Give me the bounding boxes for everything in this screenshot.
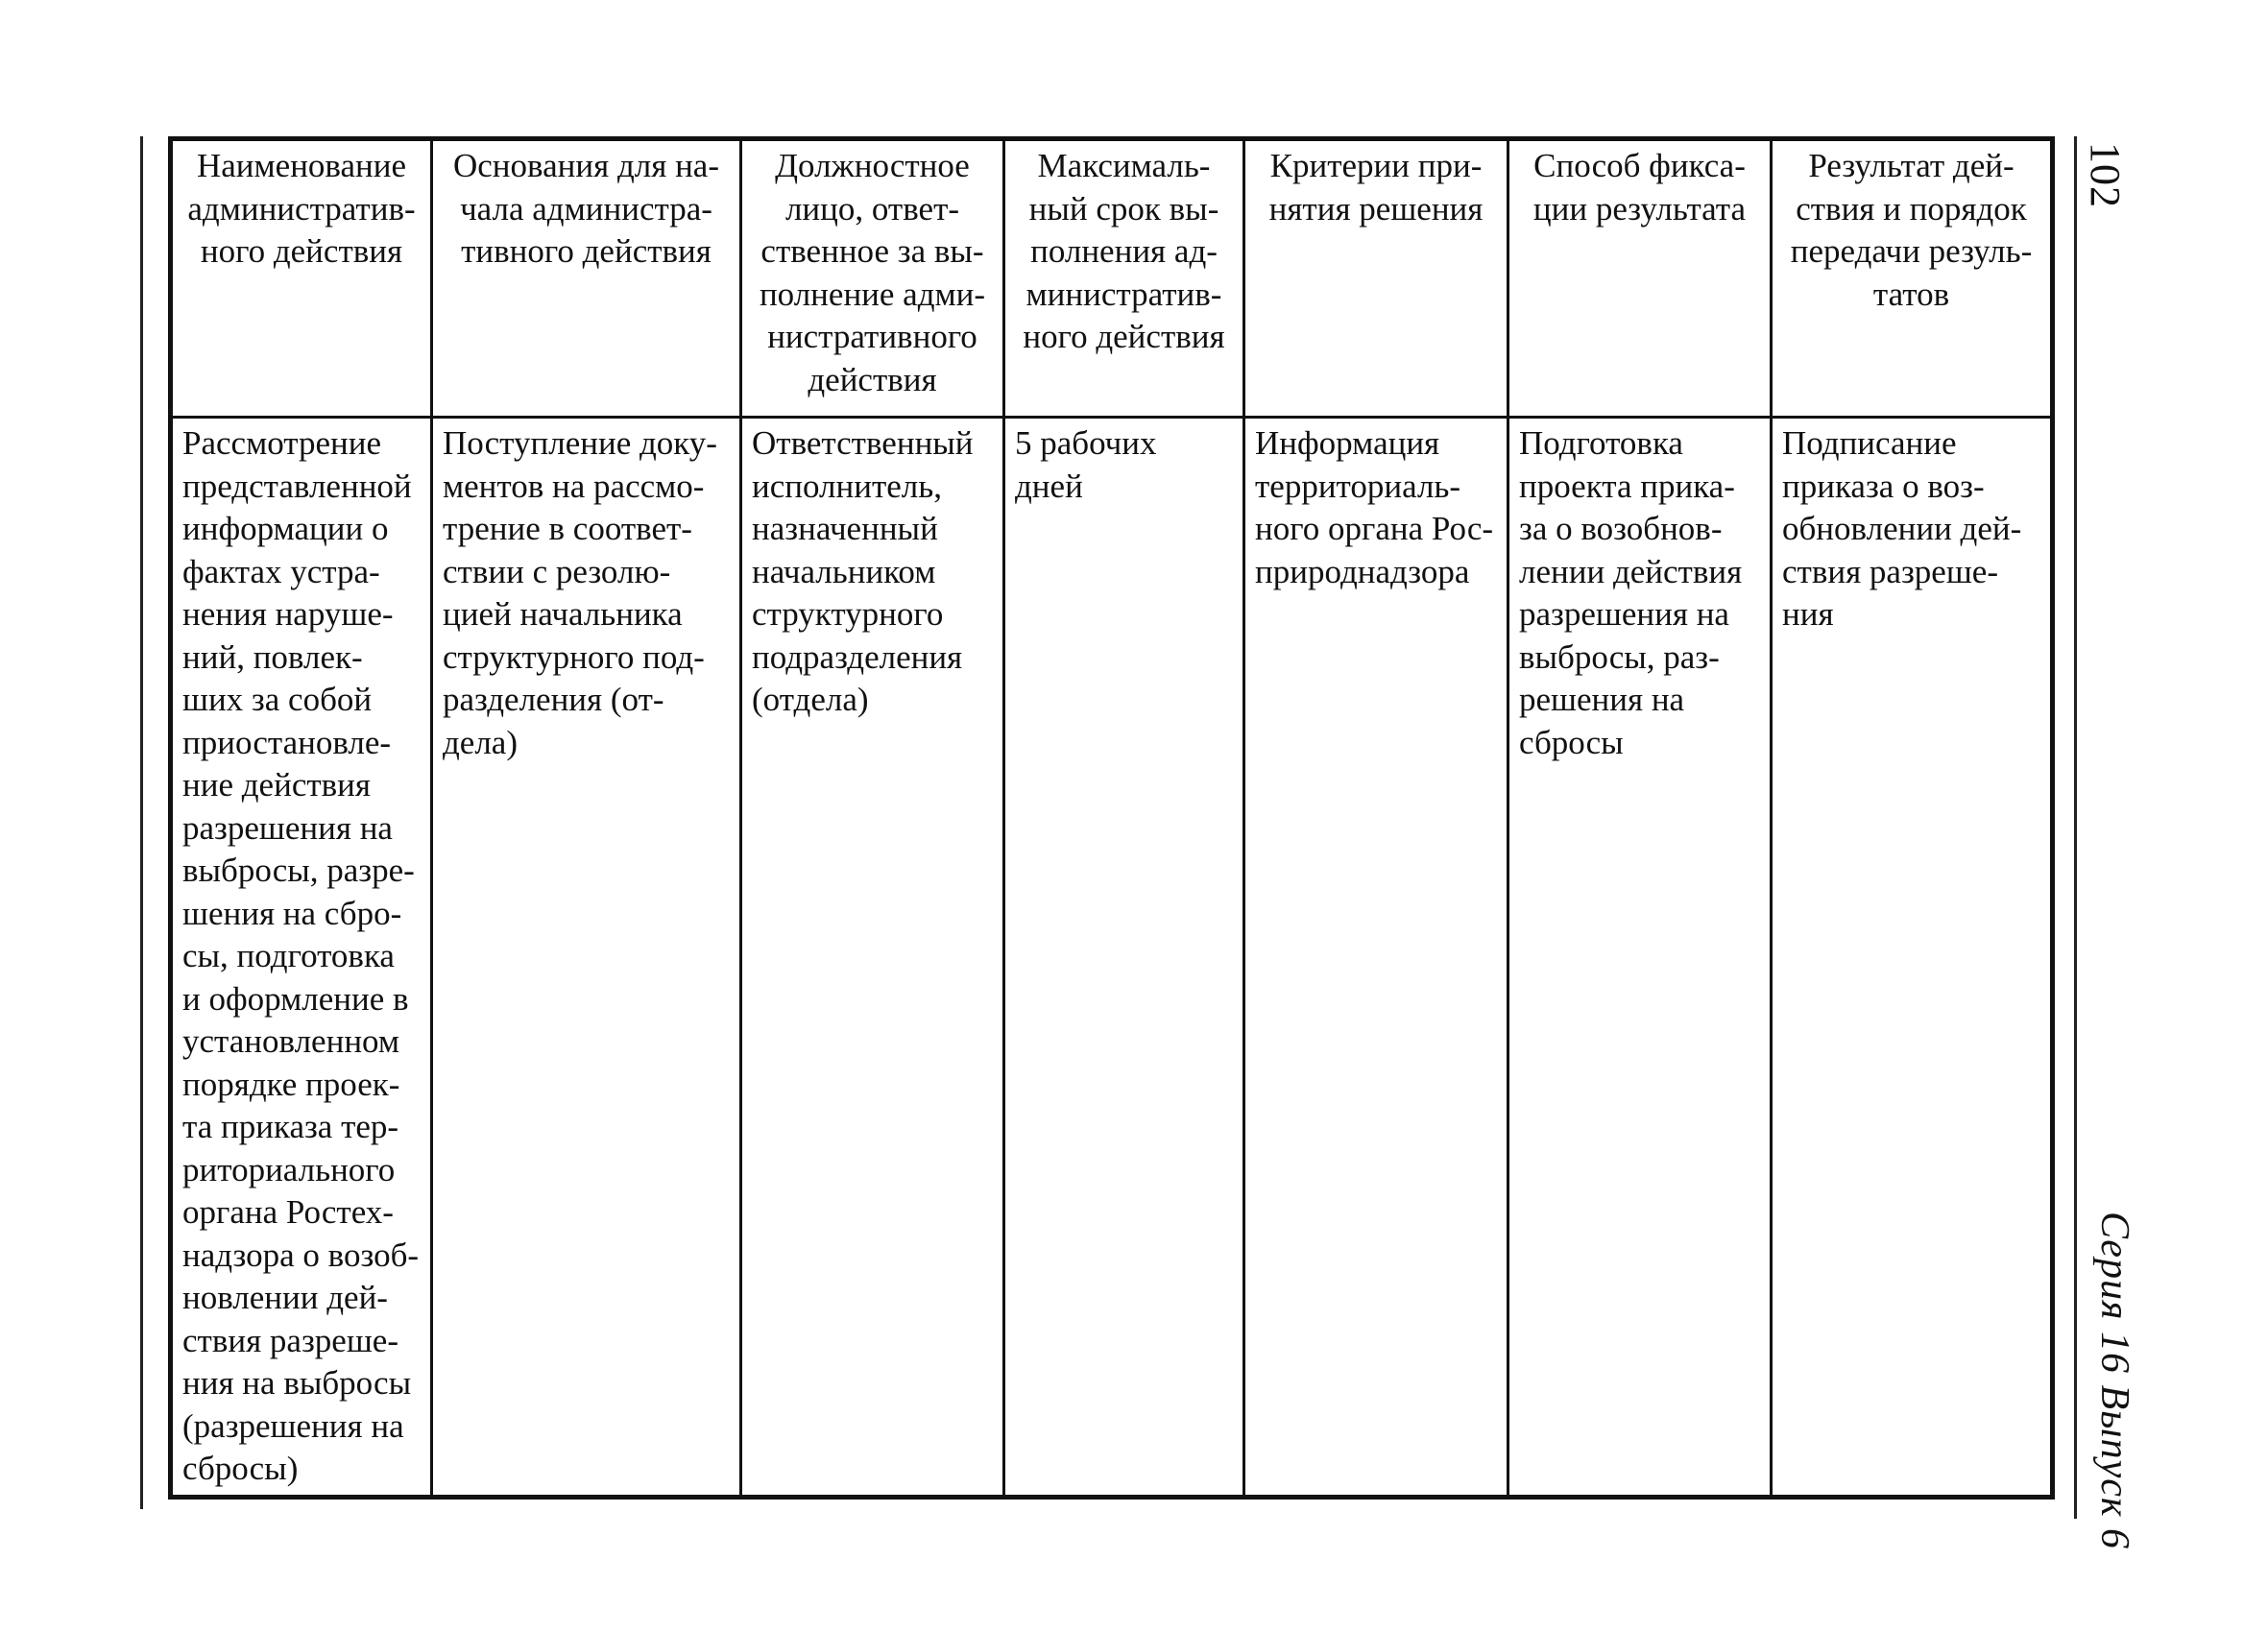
header-cell-result: Результат дей- ствия и порядок передачи резуль- татов — [1772, 139, 2053, 418]
table-cell: 5 рабочих дней — [1004, 418, 1244, 1498]
table-cell: Поступление доку- ментов на рассмо- трение в соответ- ствии с резолю- цией начальника структурного под- разделения (от- дела) — [432, 418, 741, 1498]
administrative-actions-table — [168, 136, 2055, 1500]
table-cell: Подписание приказа о воз- обновлении дей- ствия разреше- ния — [1772, 418, 2053, 1498]
page-number: 102 — [2082, 142, 2129, 208]
table-row — [171, 418, 2053, 1498]
series-label: Серия 16 Выпуск 6 — [2092, 1212, 2136, 1549]
table-cell: Информация территориаль- ного органа Рос- природнадзора — [1244, 418, 1508, 1498]
table-header-row — [171, 139, 2053, 418]
table-cell: Подготовка проекта прика- за о возобнов- лении действия разрешения на выбросы, раз- решения на сбросы — [1508, 418, 1772, 1498]
right-margin-rule — [2074, 136, 2077, 1519]
header-cell-responsible-official: Должностное лицо, ответ- ственное за вы- полнение адми- нистративного действия — [741, 139, 1004, 418]
header-cell-max-term: Максималь- ный срок вы- полнения ад- министратив- ного действия — [1004, 139, 1244, 418]
header-cell-decision-criteria: Критерии при- нятия решения — [1244, 139, 1508, 418]
left-margin-rule — [140, 136, 143, 1509]
table-cell: Рассмотрение представленной информации о фактах устра- нения наруше- ний, повлек- ших за собой приостановле- ние действия разрешения на выбросы, разре- шения на сбро- сы, подготовка и оформление в установленном порядке проек- та приказа тер- риториального органа Ростех- надзора о возоб- новлении дей- ствия разреше- ния на выбросы (разрешения на сбросы) — [171, 418, 432, 1498]
header-cell-grounds: Основания для на- чала администра- тивного действия — [432, 139, 741, 418]
header-cell-action-name: Наименование административ- ного действия — [171, 139, 432, 418]
header-cell-fixation-method: Способ фикса- ции результата — [1508, 139, 1772, 418]
table-cell: Ответственный исполнитель, назначенный начальником структурного подразделения (отдела) — [741, 418, 1004, 1498]
